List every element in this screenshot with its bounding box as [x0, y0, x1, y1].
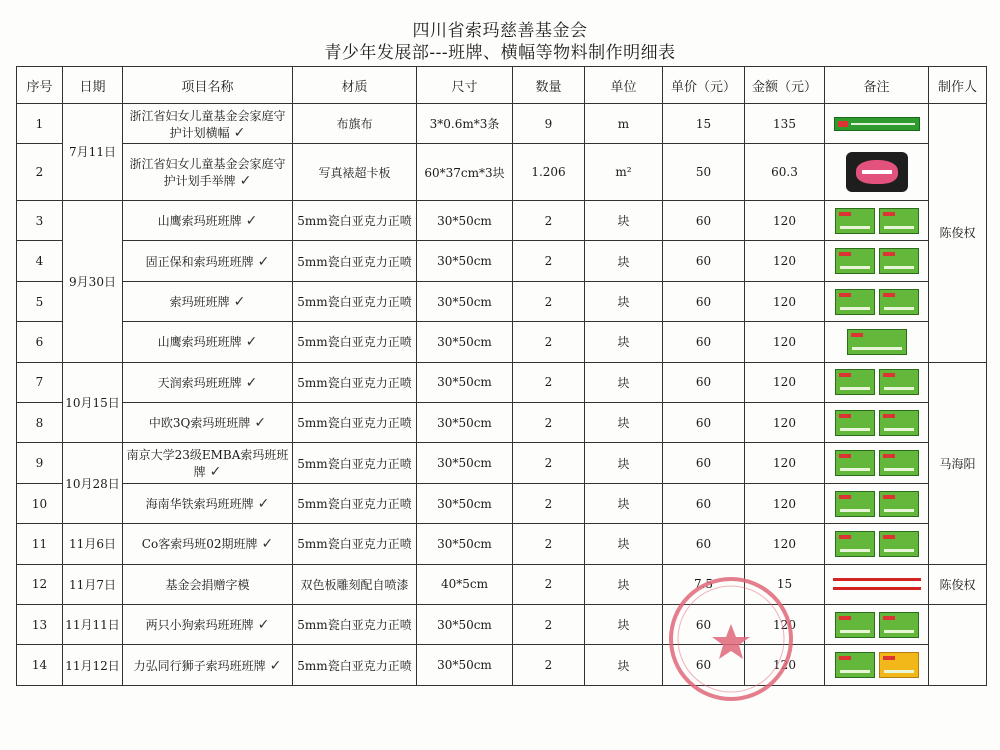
quantity-cell: 2 [513, 443, 585, 483]
row-number: 2 [17, 144, 63, 201]
row-number: 4 [17, 241, 63, 281]
unit-cell: 块 [585, 281, 663, 321]
quantity-cell: 2 [513, 483, 585, 523]
unit-cell: 块 [585, 443, 663, 483]
plaque-thumbnail [879, 289, 919, 315]
item-name-cell [123, 605, 293, 645]
date-cell: 11月6日 [63, 524, 123, 564]
check-mark-icon: ✓ [233, 124, 246, 141]
remark-cell [825, 605, 929, 645]
price-cell: 15 [663, 104, 745, 144]
item-name-cell [123, 241, 293, 281]
check-mark-icon: ✓ [245, 334, 258, 351]
row-number: 8 [17, 403, 63, 443]
price-cell: 60 [663, 483, 745, 523]
quantity-cell: 2 [513, 524, 585, 564]
quantity-cell: 2 [513, 645, 585, 686]
amount-cell: 120 [745, 200, 825, 240]
donation-text-strip [833, 587, 921, 590]
row-number: 9 [17, 443, 63, 483]
amount-cell: 120 [745, 403, 825, 443]
size-cell: 30*50cm [417, 362, 513, 402]
price-cell: 50 [663, 144, 745, 201]
amount-cell: 120 [745, 483, 825, 523]
size-cell: 30*50cm [417, 241, 513, 281]
item-name-cell [123, 483, 293, 523]
col-header: 材质 [293, 67, 417, 104]
item-name: 基金会捐赠字模 [165, 577, 250, 592]
material-cell: 布旗布 [293, 104, 417, 144]
check-mark-icon: ✓ [209, 464, 222, 481]
item-name-cell [123, 144, 293, 201]
unit-cell: 块 [585, 605, 663, 645]
price-cell: 60 [663, 645, 745, 686]
quantity-cell: 2 [513, 322, 585, 362]
size-cell: 30*50cm [417, 645, 513, 686]
item-name-cell [123, 564, 293, 604]
material-cell: 5mm瓷白亚克力正喷 [293, 322, 417, 362]
unit-cell: 块 [585, 645, 663, 686]
plaque-thumbnail [835, 491, 875, 517]
date-cell: 10月28日 [63, 443, 123, 524]
unit-cell: m [585, 104, 663, 144]
size-cell: 30*50cm [417, 483, 513, 523]
col-header: 项目名称 [123, 67, 293, 104]
unit-cell: 块 [585, 200, 663, 240]
table-row [17, 605, 987, 645]
size-cell: 30*50cm [417, 281, 513, 321]
donation-text-strip [833, 578, 921, 581]
remark-cell [825, 144, 929, 201]
amount-cell: 120 [745, 605, 825, 645]
quantity-cell: 2 [513, 605, 585, 645]
plaque-thumbnail [835, 208, 875, 234]
check-mark-icon: ✓ [233, 294, 246, 310]
date-cell: 10月15日 [63, 362, 123, 443]
size-cell: 30*50cm [417, 403, 513, 443]
material-cell: 5mm瓷白亚克力正喷 [293, 281, 417, 321]
check-mark-icon: ✓ [257, 617, 270, 634]
row-number: 6 [17, 322, 63, 362]
price-cell: 7.5 [663, 564, 745, 604]
row-number: 13 [17, 605, 63, 645]
table-row [17, 241, 987, 281]
quantity-cell: 1.206 [513, 144, 585, 201]
date-cell: 7月11日 [63, 104, 123, 201]
item-name-cell [123, 200, 293, 240]
table-row [17, 564, 987, 604]
item-name: 南京大学23级EMBA索玛班班牌 [126, 448, 289, 480]
table-row [17, 200, 987, 240]
check-mark-icon: ✓ [239, 173, 252, 190]
remark-cell [825, 645, 929, 686]
plaque-thumbnail [879, 208, 919, 234]
item-name-cell [123, 645, 293, 686]
quantity-cell: 9 [513, 104, 585, 144]
remark-cell [825, 104, 929, 144]
quantity-cell: 2 [513, 200, 585, 240]
item-name: 两只小狗索玛班班牌 [145, 618, 254, 633]
quantity-cell: 2 [513, 241, 585, 281]
remark-cell [825, 241, 929, 281]
plaque-thumbnail [835, 289, 875, 315]
table-row [17, 524, 987, 564]
item-name-cell [123, 524, 293, 564]
col-header: 制作人 [929, 67, 987, 104]
material-cell: 5mm瓷白亚克力正喷 [293, 241, 417, 281]
plaque-thumbnail [879, 248, 919, 274]
item-name: 固正保和索玛班班牌 [145, 254, 254, 269]
plaque-thumbnail [847, 329, 907, 355]
item-name-cell [123, 362, 293, 402]
size-cell: 3*0.6m*3条 [417, 104, 513, 144]
check-mark-icon: ✓ [245, 213, 258, 230]
col-header: 金额（元） [745, 67, 825, 104]
document-subtitle: 青少年发展部---班牌、横幅等物料制作明细表 [324, 43, 676, 63]
remark-cell [825, 443, 929, 483]
table-row [17, 104, 987, 144]
unit-cell: 块 [585, 564, 663, 604]
remark-cell [825, 483, 929, 523]
quantity-cell: 2 [513, 564, 585, 604]
table-row [17, 281, 987, 321]
col-header: 尺寸 [417, 67, 513, 104]
header-row [17, 67, 987, 104]
unit-cell: 块 [585, 362, 663, 402]
amount-cell: 120 [745, 281, 825, 321]
unit-cell: m² [585, 144, 663, 201]
check-mark-icon: ✓ [254, 415, 267, 432]
row-number: 5 [17, 281, 63, 321]
size-cell: 40*5cm [417, 564, 513, 604]
amount-cell: 60.3 [745, 144, 825, 201]
item-name: 力弘同行狮子索玛班班牌 [133, 658, 266, 673]
row-number: 11 [17, 524, 63, 564]
maker-cell-empty [929, 605, 987, 686]
size-cell: 30*50cm [417, 443, 513, 483]
amount-cell: 15 [745, 564, 825, 604]
row-number: 10 [17, 483, 63, 523]
plaque-thumbnail [879, 410, 919, 436]
table-row [17, 443, 987, 483]
col-header: 备注 [825, 67, 929, 104]
plaque-thumbnail [835, 450, 875, 476]
item-name: 浙江省妇女儿童基金会家庭守护计划横幅 [129, 108, 286, 140]
price-cell: 60 [663, 362, 745, 402]
materials-table [16, 66, 987, 686]
item-name: 山鹰索玛班班牌 [157, 214, 242, 229]
price-cell: 60 [663, 200, 745, 240]
maker-cell: 陈俊权 [929, 564, 987, 604]
row-number: 12 [17, 564, 63, 604]
material-cell: 5mm瓷白亚克力正喷 [293, 443, 417, 483]
quantity-cell: 2 [513, 362, 585, 402]
amount-cell: 120 [745, 645, 825, 686]
material-cell: 5mm瓷白亚克力正喷 [293, 362, 417, 402]
remark-cell [825, 564, 929, 604]
item-name-cell [123, 322, 293, 362]
size-cell: 30*50cm [417, 200, 513, 240]
item-name: 天润索玛班班牌 [157, 375, 242, 390]
item-name: 索玛班班牌 [169, 295, 230, 309]
plaque-thumbnail [835, 612, 875, 638]
quantity-cell: 2 [513, 281, 585, 321]
check-mark-icon: ✓ [269, 657, 282, 674]
table-row [17, 322, 987, 362]
item-name: 山鹰索玛班班牌 [157, 335, 242, 350]
remark-cell [825, 322, 929, 362]
amount-cell: 120 [745, 443, 825, 483]
item-name: 中欧3Q索玛班班牌 [148, 416, 251, 431]
price-cell: 60 [663, 403, 745, 443]
date-cell: 11月11日 [63, 605, 123, 645]
col-header: 单价（元） [663, 67, 745, 104]
table-row [17, 483, 987, 523]
plaque-thumbnail [835, 652, 875, 678]
material-cell: 5mm瓷白亚克力正喷 [293, 524, 417, 564]
hand-sign-thumbnail [846, 152, 908, 192]
col-header: 日期 [63, 67, 123, 104]
item-name: Co客索玛班02期班牌 [141, 537, 258, 552]
check-mark-icon: ✓ [257, 496, 270, 513]
maker-cell: 陈俊权 [929, 104, 987, 363]
size-cell: 60*37cm*3块 [417, 144, 513, 201]
col-header: 序号 [17, 67, 63, 104]
quantity-cell: 2 [513, 403, 585, 443]
price-cell: 60 [663, 443, 745, 483]
item-name-cell [123, 104, 293, 144]
check-mark-icon: ✓ [257, 253, 270, 270]
remark-cell [825, 281, 929, 321]
unit-cell: 块 [585, 322, 663, 362]
col-header: 单位 [585, 67, 663, 104]
document-title: 四川省索玛慈善基金会 [412, 21, 588, 41]
maker-cell: 马海阳 [929, 362, 987, 564]
plaque-thumbnail [835, 531, 875, 557]
size-cell: 30*50cm [417, 524, 513, 564]
table-row [17, 144, 987, 201]
date-cell: 11月12日 [63, 645, 123, 686]
item-name: 海南华铁索玛班班牌 [145, 497, 254, 512]
price-cell: 60 [663, 605, 745, 645]
material-cell: 5mm瓷白亚克力正喷 [293, 483, 417, 523]
remark-cell [825, 362, 929, 402]
plaque-thumbnail [879, 531, 919, 557]
date-cell: 9月30日 [63, 200, 123, 362]
row-number: 1 [17, 104, 63, 144]
plaque-thumbnail [835, 248, 875, 274]
plaque-thumbnail [879, 491, 919, 517]
amount-cell: 120 [745, 322, 825, 362]
price-cell: 60 [663, 241, 745, 281]
price-cell: 60 [663, 281, 745, 321]
table-row [17, 645, 987, 686]
unit-cell: 块 [585, 483, 663, 523]
plaque-thumbnail [879, 369, 919, 395]
material-cell: 写真裱超卡板 [293, 144, 417, 201]
plaque-thumbnail [879, 652, 919, 678]
unit-cell: 块 [585, 403, 663, 443]
size-cell: 30*50cm [417, 322, 513, 362]
remark-cell [825, 200, 929, 240]
material-cell: 双色板雕刻配自喷漆 [293, 564, 417, 604]
material-cell: 5mm瓷白亚克力正喷 [293, 200, 417, 240]
material-cell: 5mm瓷白亚克力正喷 [293, 605, 417, 645]
plaque-thumbnail [879, 612, 919, 638]
remark-cell [825, 524, 929, 564]
item-name-cell [123, 443, 293, 483]
plaque-thumbnail [879, 450, 919, 476]
row-number: 7 [17, 362, 63, 402]
unit-cell: 块 [585, 241, 663, 281]
row-number: 14 [17, 645, 63, 686]
banner-thumbnail [834, 117, 920, 131]
date-cell: 11月7日 [63, 564, 123, 604]
amount-cell: 120 [745, 241, 825, 281]
amount-cell: 135 [745, 104, 825, 144]
amount-cell: 120 [745, 362, 825, 402]
item-name-cell [123, 403, 293, 443]
check-mark-icon: ✓ [261, 536, 274, 553]
table-row [17, 403, 987, 443]
price-cell: 60 [663, 322, 745, 362]
col-header: 数量 [513, 67, 585, 104]
amount-cell: 120 [745, 524, 825, 564]
item-name: 浙江省妇女儿童基金会家庭守护计划手举牌 [129, 157, 286, 189]
size-cell: 30*50cm [417, 605, 513, 645]
item-name-cell [123, 281, 293, 321]
plaque-thumbnail [835, 410, 875, 436]
unit-cell: 块 [585, 524, 663, 564]
plaque-thumbnail [835, 369, 875, 395]
material-cell: 5mm瓷白亚克力正喷 [293, 645, 417, 686]
check-mark-icon: ✓ [245, 374, 258, 391]
row-number: 3 [17, 200, 63, 240]
remark-cell [825, 403, 929, 443]
price-cell: 60 [663, 524, 745, 564]
table-row [17, 362, 987, 402]
material-cell: 5mm瓷白亚克力正喷 [293, 403, 417, 443]
